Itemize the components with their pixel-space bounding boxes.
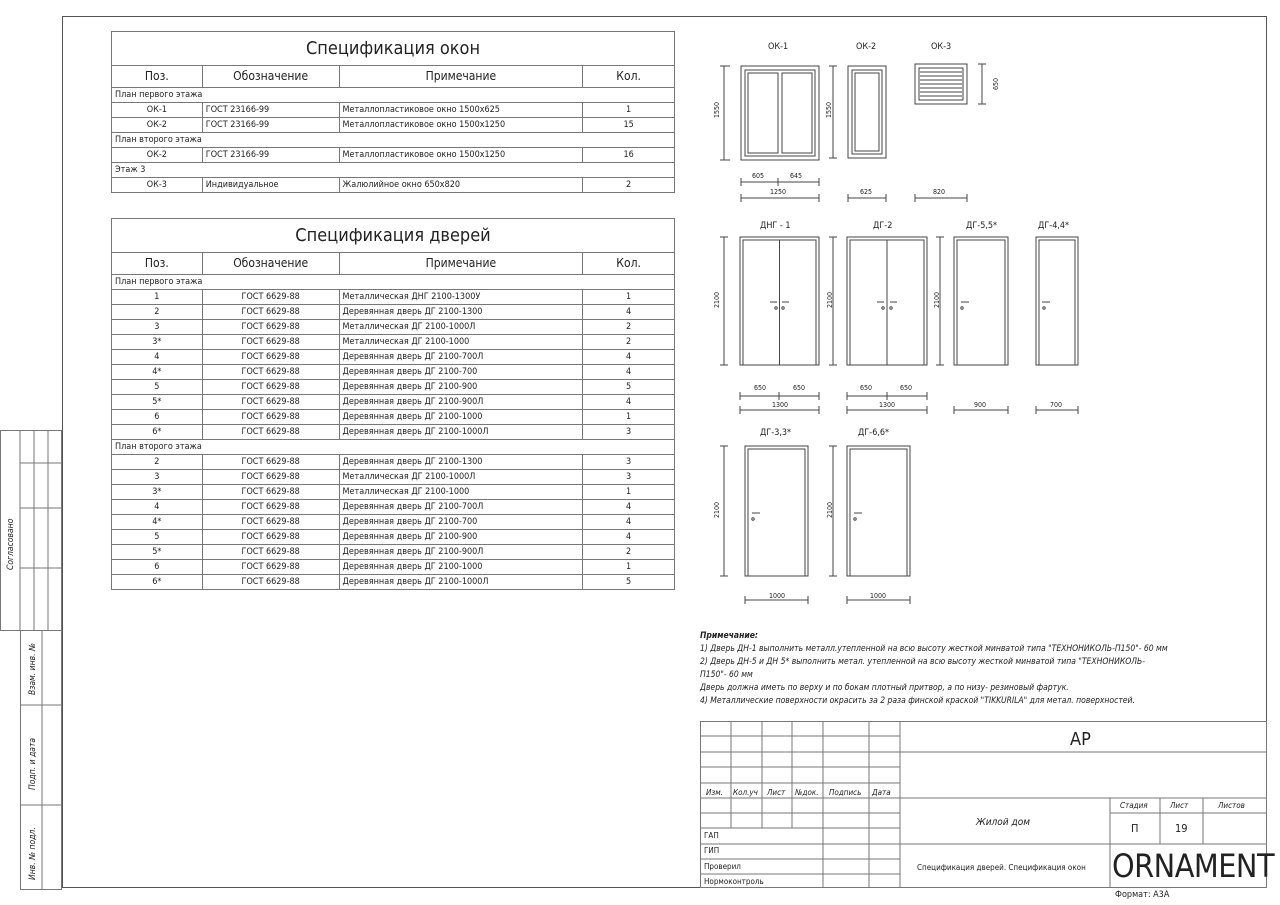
cell-qty: 4	[583, 515, 675, 530]
cell-designation: ГОСТ 6629-88	[202, 560, 339, 575]
cell-qty: 4	[583, 305, 675, 320]
cell-note: Металлопластиковое окно 1500х625	[339, 103, 583, 118]
table-row	[112, 365, 675, 380]
doors-spec-table	[111, 218, 675, 590]
dg2-label: ДГ-2	[873, 221, 893, 231]
cell-note: Деревянная дверь ДГ 2100-900Л	[339, 545, 583, 560]
sidebar-agreed: Согласовано	[6, 518, 16, 570]
cell-pos: 2	[112, 455, 203, 470]
sheet-value: 19	[1175, 822, 1188, 835]
cell-note: Деревянная дверь ДГ 2100-1300	[339, 305, 583, 320]
dng1-label: ДНГ - 1	[760, 221, 791, 231]
col-qty: Кол.	[583, 66, 675, 88]
cell-designation: ГОСТ 23166-99	[202, 148, 339, 163]
cell-designation: ГОСТ 6629-88	[202, 530, 339, 545]
section-row	[112, 440, 675, 455]
cell-qty: 5	[583, 575, 675, 590]
cell-note: Деревянная дверь ДГ 2100-700	[339, 365, 583, 380]
cell-qty: 2	[583, 178, 675, 193]
dg66-width: 1000	[870, 592, 887, 600]
cell-designation: ГОСТ 6629-88	[202, 410, 339, 425]
cell-note: Деревянная дверь ДГ 2100-1000	[339, 560, 583, 575]
cell-note: Деревянная дверь ДГ 2100-900	[339, 530, 583, 545]
col-designation: Обозначение	[202, 66, 339, 88]
table-row	[112, 530, 675, 545]
door-dg55-drawing	[936, 237, 1008, 414]
table-row	[112, 470, 675, 485]
dg33-width: 1000	[769, 592, 786, 600]
table-row	[112, 575, 675, 590]
cell-designation: ГОСТ 6629-88	[202, 485, 339, 500]
cell-note: Металлическая ДГ 2100-1000	[339, 335, 583, 350]
cell-note: Жалюлийное окно 650х820	[339, 178, 583, 193]
tb-col-doc: №док.	[795, 788, 819, 797]
windows-spec-title: Спецификация окон	[112, 32, 675, 66]
dg55-height: 2100	[933, 291, 941, 308]
door-dg66-drawing	[829, 446, 910, 604]
ok2-width: 625	[860, 188, 873, 196]
cell-pos: 4*	[112, 365, 203, 380]
cell-pos: 4*	[112, 515, 203, 530]
cell-note: Деревянная дверь ДГ 2100-900	[339, 380, 583, 395]
cell-note: Металлическая ДНГ 2100-1300У	[339, 290, 583, 305]
table-row	[112, 515, 675, 530]
dg44-width: 700	[1050, 401, 1063, 409]
ok2-label: ОК-2	[856, 42, 877, 52]
cell-pos: 4	[112, 350, 203, 365]
cell-qty: 16	[583, 148, 675, 163]
section-label: План второго этажа	[112, 440, 675, 455]
dng1-width-1: 650	[754, 384, 767, 392]
table-row	[112, 148, 675, 163]
cell-designation: ГОСТ 6629-88	[202, 395, 339, 410]
cell-qty: 3	[583, 425, 675, 440]
section-row	[112, 133, 675, 148]
doors-spec-title: Спецификация дверей	[112, 219, 675, 253]
note-line: 4) Металлические поверхности окрасить за 2 раза финской краской "TIKKURILA" для метал. поверхностей.	[700, 696, 1135, 706]
dg33-label: ДГ-3,3*	[760, 428, 792, 438]
cell-note: Металлическая ДГ 2100-1000Л	[339, 470, 583, 485]
note-line: П150"- 60 мм	[700, 670, 753, 680]
ok1-label: ОК-1	[768, 42, 789, 52]
cell-pos: 3	[112, 470, 203, 485]
cell-pos: ОК-1	[112, 103, 203, 118]
window-ok2-drawing	[829, 66, 886, 202]
cell-designation: ГОСТ 6629-88	[202, 380, 339, 395]
table-row	[112, 335, 675, 350]
table-row	[112, 350, 675, 365]
cell-note: Деревянная дверь ДГ 2100-1000	[339, 410, 583, 425]
cell-note: Металлическая ДГ 2100-1000	[339, 485, 583, 500]
section-label: План первого этажа	[112, 88, 675, 103]
table-row	[112, 320, 675, 335]
section-row	[112, 163, 675, 178]
cell-qty: 2	[583, 335, 675, 350]
ok1-width-1: 605	[752, 172, 765, 180]
section-label: Этаж 3	[112, 163, 675, 178]
sheet-header: Лист	[1170, 801, 1189, 810]
window-ok1-drawing	[720, 66, 819, 202]
dg2-width-1: 650	[860, 384, 873, 392]
dg2-height: 2100	[826, 291, 834, 308]
dg44-label: ДГ-4,4*	[1038, 221, 1070, 231]
ok3-height: 650	[992, 77, 1000, 90]
dg33-height: 2100	[713, 501, 721, 518]
cell-pos: 5	[112, 530, 203, 545]
col-pos: Поз.	[112, 253, 203, 275]
role-gip: ГИП	[704, 846, 720, 855]
tb-col-izm: Изм.	[706, 788, 723, 797]
cell-note: Металлическая ДГ 2100-1000Л	[339, 320, 583, 335]
section-row	[112, 275, 675, 290]
section-row	[112, 88, 675, 103]
cell-pos: 6	[112, 410, 203, 425]
cell-qty: 4	[583, 500, 675, 515]
cell-pos: ОК-3	[112, 178, 203, 193]
ok2-height: 1550	[825, 101, 833, 118]
notes-heading: Примечание:	[700, 631, 758, 641]
cell-qty: 2	[583, 320, 675, 335]
door-dg2-drawing	[829, 237, 927, 414]
cell-note: Деревянная дверь ДГ 2100-700Л	[339, 350, 583, 365]
section-label: План второго этажа	[112, 133, 675, 148]
cell-designation: ГОСТ 6629-88	[202, 350, 339, 365]
drawings-canvas	[700, 40, 1100, 620]
cell-note: Деревянная дверь ДГ 2100-700	[339, 515, 583, 530]
table-row	[112, 545, 675, 560]
cell-designation: ГОСТ 23166-99	[202, 103, 339, 118]
cell-designation: ГОСТ 6629-88	[202, 515, 339, 530]
cell-pos: ОК-2	[112, 148, 203, 163]
col-qty: Кол.	[583, 253, 675, 275]
cell-designation: ГОСТ 23166-99	[202, 118, 339, 133]
table-row	[112, 410, 675, 425]
table-row	[112, 455, 675, 470]
cell-note: Деревянная дверь ДГ 2100-1000Л	[339, 575, 583, 590]
cell-qty: 4	[583, 365, 675, 380]
cell-pos: 5*	[112, 395, 203, 410]
table-row	[112, 103, 675, 118]
cell-qty: 1	[583, 485, 675, 500]
cell-designation: ГОСТ 6629-88	[202, 545, 339, 560]
dng1-width-2: 650	[793, 384, 806, 392]
sheet-title: Спецификация дверей. Спецификация окон	[917, 863, 1086, 872]
note-line: Дверь должна иметь по верху и по бокам плотный притвор, а по низу- резиновый фартук.	[700, 683, 1069, 693]
cell-qty: 2	[583, 545, 675, 560]
cell-qty: 1	[583, 560, 675, 575]
cell-note: Металлопластиковое окно 1500х1250	[339, 148, 583, 163]
stage-value: П	[1131, 822, 1139, 835]
tb-col-date: Дата	[872, 788, 891, 797]
col-pos: Поз.	[112, 66, 203, 88]
cell-designation: ГОСТ 6629-88	[202, 575, 339, 590]
cell-qty: 4	[583, 395, 675, 410]
cell-pos: 6*	[112, 575, 203, 590]
cell-note: Деревянная дверь ДГ 2100-900Л	[339, 395, 583, 410]
cell-note: Деревянная дверь ДГ 2100-1300	[339, 455, 583, 470]
tb-col-sign: Подпись	[829, 788, 862, 797]
ok1-width-2: 645	[790, 172, 803, 180]
notes-block	[700, 630, 1168, 708]
dg66-label: ДГ-6,6*	[858, 428, 890, 438]
role-norm: Нормоконтроль	[704, 877, 764, 886]
table-row	[112, 560, 675, 575]
cell-qty: 4	[583, 530, 675, 545]
sidebar-inv-vzam: Взам. инв. №	[28, 643, 38, 695]
cell-pos: ОК-2	[112, 118, 203, 133]
note-line: 2) Дверь ДН-5 и ДН 5* выполнить метал. утепленной на всю высоту жесткой минватой типа "ТЕХНОНИКОЛЬ-	[700, 657, 1146, 667]
doc-code: АР	[1070, 729, 1091, 750]
table-row	[112, 290, 675, 305]
cell-qty: 4	[583, 350, 675, 365]
col-note: Примечание	[339, 66, 583, 88]
cell-designation: ГОСТ 6629-88	[202, 365, 339, 380]
cell-pos: 6*	[112, 425, 203, 440]
project-name: Жилой дом	[976, 817, 1031, 828]
cell-note: Металлопластиковое окно 1500х1250	[339, 118, 583, 133]
cell-designation: ГОСТ 6629-88	[202, 320, 339, 335]
cell-pos: 2	[112, 305, 203, 320]
door-dg33-drawing	[720, 446, 808, 604]
role-checked: Проверил	[704, 862, 741, 871]
dg55-width: 900	[974, 401, 987, 409]
ok3-label: ОК-3	[931, 42, 952, 52]
cell-qty: 1	[583, 103, 675, 118]
cell-designation: ГОСТ 6629-88	[202, 500, 339, 515]
dg66-height: 2100	[826, 501, 834, 518]
stage-header: Стадия	[1120, 801, 1148, 810]
col-note: Примечание	[339, 253, 583, 275]
ok3-width: 820	[933, 188, 946, 196]
cell-pos: 1	[112, 290, 203, 305]
dng1-height: 2100	[713, 291, 721, 308]
cell-qty: 3	[583, 455, 675, 470]
tb-col-kol: Кол.уч	[733, 788, 758, 797]
table-row	[112, 425, 675, 440]
cell-qty: 1	[583, 290, 675, 305]
table-row	[112, 118, 675, 133]
cell-note: Деревянная дверь ДГ 2100-1000Л	[339, 425, 583, 440]
cell-pos: 5	[112, 380, 203, 395]
table-row	[112, 395, 675, 410]
cell-designation: ГОСТ 6629-88	[202, 335, 339, 350]
cell-designation: ГОСТ 6629-88	[202, 425, 339, 440]
cell-qty: 15	[583, 118, 675, 133]
cell-pos: 4	[112, 500, 203, 515]
ok1-height: 1550	[713, 101, 721, 118]
dg55-label: ДГ-5,5*	[966, 221, 998, 231]
cell-qty: 3	[583, 470, 675, 485]
cell-designation: ГОСТ 6629-88	[202, 455, 339, 470]
cell-pos: 3*	[112, 335, 203, 350]
cell-designation: ГОСТ 6629-88	[202, 470, 339, 485]
ok1-width: 1250	[770, 188, 787, 196]
window-ok3-drawing	[915, 64, 986, 202]
cell-pos: 6	[112, 560, 203, 575]
cell-note: Деревянная дверь ДГ 2100-700Л	[339, 500, 583, 515]
section-label: План первого этажа	[112, 275, 675, 290]
sidebar-sign-date: Подп. и дата	[28, 737, 38, 790]
cell-designation: ГОСТ 6629-88	[202, 305, 339, 320]
dg2-width-2: 650	[900, 384, 913, 392]
cell-designation: Индивидуальное	[202, 178, 339, 193]
cell-qty: 5	[583, 380, 675, 395]
door-dg44-drawing	[1036, 237, 1078, 414]
cell-pos: 3	[112, 320, 203, 335]
table-row	[112, 305, 675, 320]
col-designation: Обозначение	[202, 253, 339, 275]
tb-col-list: Лист	[767, 788, 786, 797]
sidebar-inv-podl: Инв. № подл.	[28, 827, 38, 880]
format-label: Формат: А3А	[1115, 890, 1170, 900]
dg2-width: 1300	[879, 401, 896, 409]
cell-qty: 1	[583, 410, 675, 425]
note-line: 1) Дверь ДН-1 выполнить металл.утепленной на всю высоту жесткой минватой типа "ТЕХНОНИКОЛЬ-П150"- 60 мм	[700, 644, 1168, 654]
dng1-width: 1300	[772, 401, 789, 409]
cell-pos: 5*	[112, 545, 203, 560]
ornament-logo: ORNAMENT	[1112, 847, 1275, 885]
cell-pos: 3*	[112, 485, 203, 500]
role-gap: ГАП	[704, 831, 719, 840]
sheets-header: Листов	[1218, 801, 1245, 810]
table-row	[112, 485, 675, 500]
table-row	[112, 380, 675, 395]
windows-spec-table	[111, 31, 675, 193]
table-row	[112, 500, 675, 515]
table-row	[112, 178, 675, 193]
cell-designation: ГОСТ 6629-88	[202, 290, 339, 305]
